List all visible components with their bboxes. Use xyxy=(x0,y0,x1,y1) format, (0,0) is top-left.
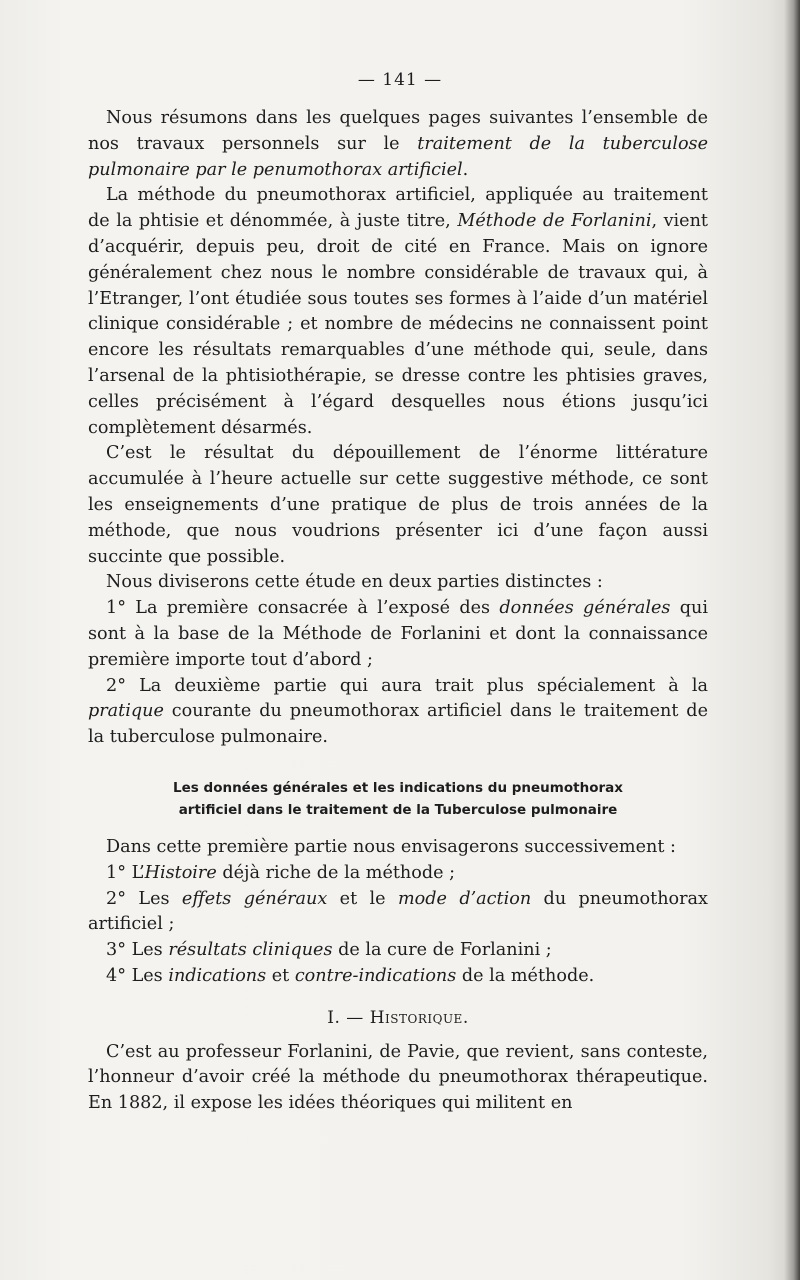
list-item-results: 3° Les résultats cliniques de la cure de Forlanini ; xyxy=(106,940,552,961)
chapter-heading xyxy=(88,777,708,821)
body-text xyxy=(88,106,708,1117)
list-item-part-1: 1° La première consacrée à l’exposé des données générales qui sont à la base de la Méthode de Forlanini et dont la connaissance première importe tout d’abord ; xyxy=(88,598,708,670)
paragraph-intro-4: Nous diviserons cette étude en deux parties distinctes : xyxy=(106,572,603,593)
list-item-part-2: 2° La deuxième partie qui aura trait plus spécialement à la pratique courante du pneumothorax artificiel dans le traitement de la tuberculose pulmonaire. xyxy=(88,675,708,748)
paragraph-part1-lead: Dans cette première partie nous envisagerons successivement : xyxy=(106,836,676,857)
chapter-heading-line-1: Les données générales et les indications du pneumothorax xyxy=(173,779,623,796)
paragraph-history-1: C’est au professeur Forlanini, de Pavie, que revient, sans conteste, l’honneur d’avoir créé la méthode du pneumothorax thérapeutique. En 1882, il expose les idées théoriques qui militent en xyxy=(88,1041,708,1114)
chapter-heading-line-2: artificiel dans le traitement de la Tuberculose pulmonaire xyxy=(178,801,618,818)
section-title: I. — Historique. xyxy=(327,1007,469,1028)
page-number: — 141 — xyxy=(357,70,443,90)
list-item-history: 1° L’Histoire déjà riche de la méthode ; xyxy=(106,862,456,883)
book-spine-shadow xyxy=(784,0,800,1280)
list-item-indications: 4° Les indications et contre-indications de la méthode. xyxy=(106,965,595,986)
paragraph-intro-3: C’est le résultat du dépouillement de l’énorme littérature accumulée à l’heure actuelle sur cette suggestive méthode, ce sont les enseignements d’une pratique de plus de trois années de la méthode, que nous voudrions présenter ici d’une façon aussi succinte que possible. xyxy=(88,443,708,567)
list-item-effects: 2° Les effets généraux et le mode d’action du pneumothorax artificiel ; xyxy=(88,888,708,935)
paragraph-intro-1: Nous résumons dans les quelques pages suivantes l’ensemble de nos travaux personnels sur le traitement de la tuberculose pulmonaire par le penumothorax artificiel. xyxy=(88,108,709,180)
paragraph-intro-2: La méthode du pneumothorax artificiel, appliquée au traitement de la phtisie et dénommée, à juste titre, Méthode de Forlanini, vient d’acquérir, depuis peu, droit de cité en France. Mais on ignore généralement chez nous le nombre considérable de travaux qui, à l’Etranger, l’ont étudiée sous toutes ses formes à l’aide d’un matériel clinique considérable ; et nombre de médecins ne connaissent point encore les résultats remarquables d’une méthode qui, seule, dans l’arsenal de la phtisiothérapie, se dresse contre les phtisies graves, celles précisément à l’égard desquelles nous étions jusqu’ici complètement désarmés. xyxy=(88,185,708,438)
